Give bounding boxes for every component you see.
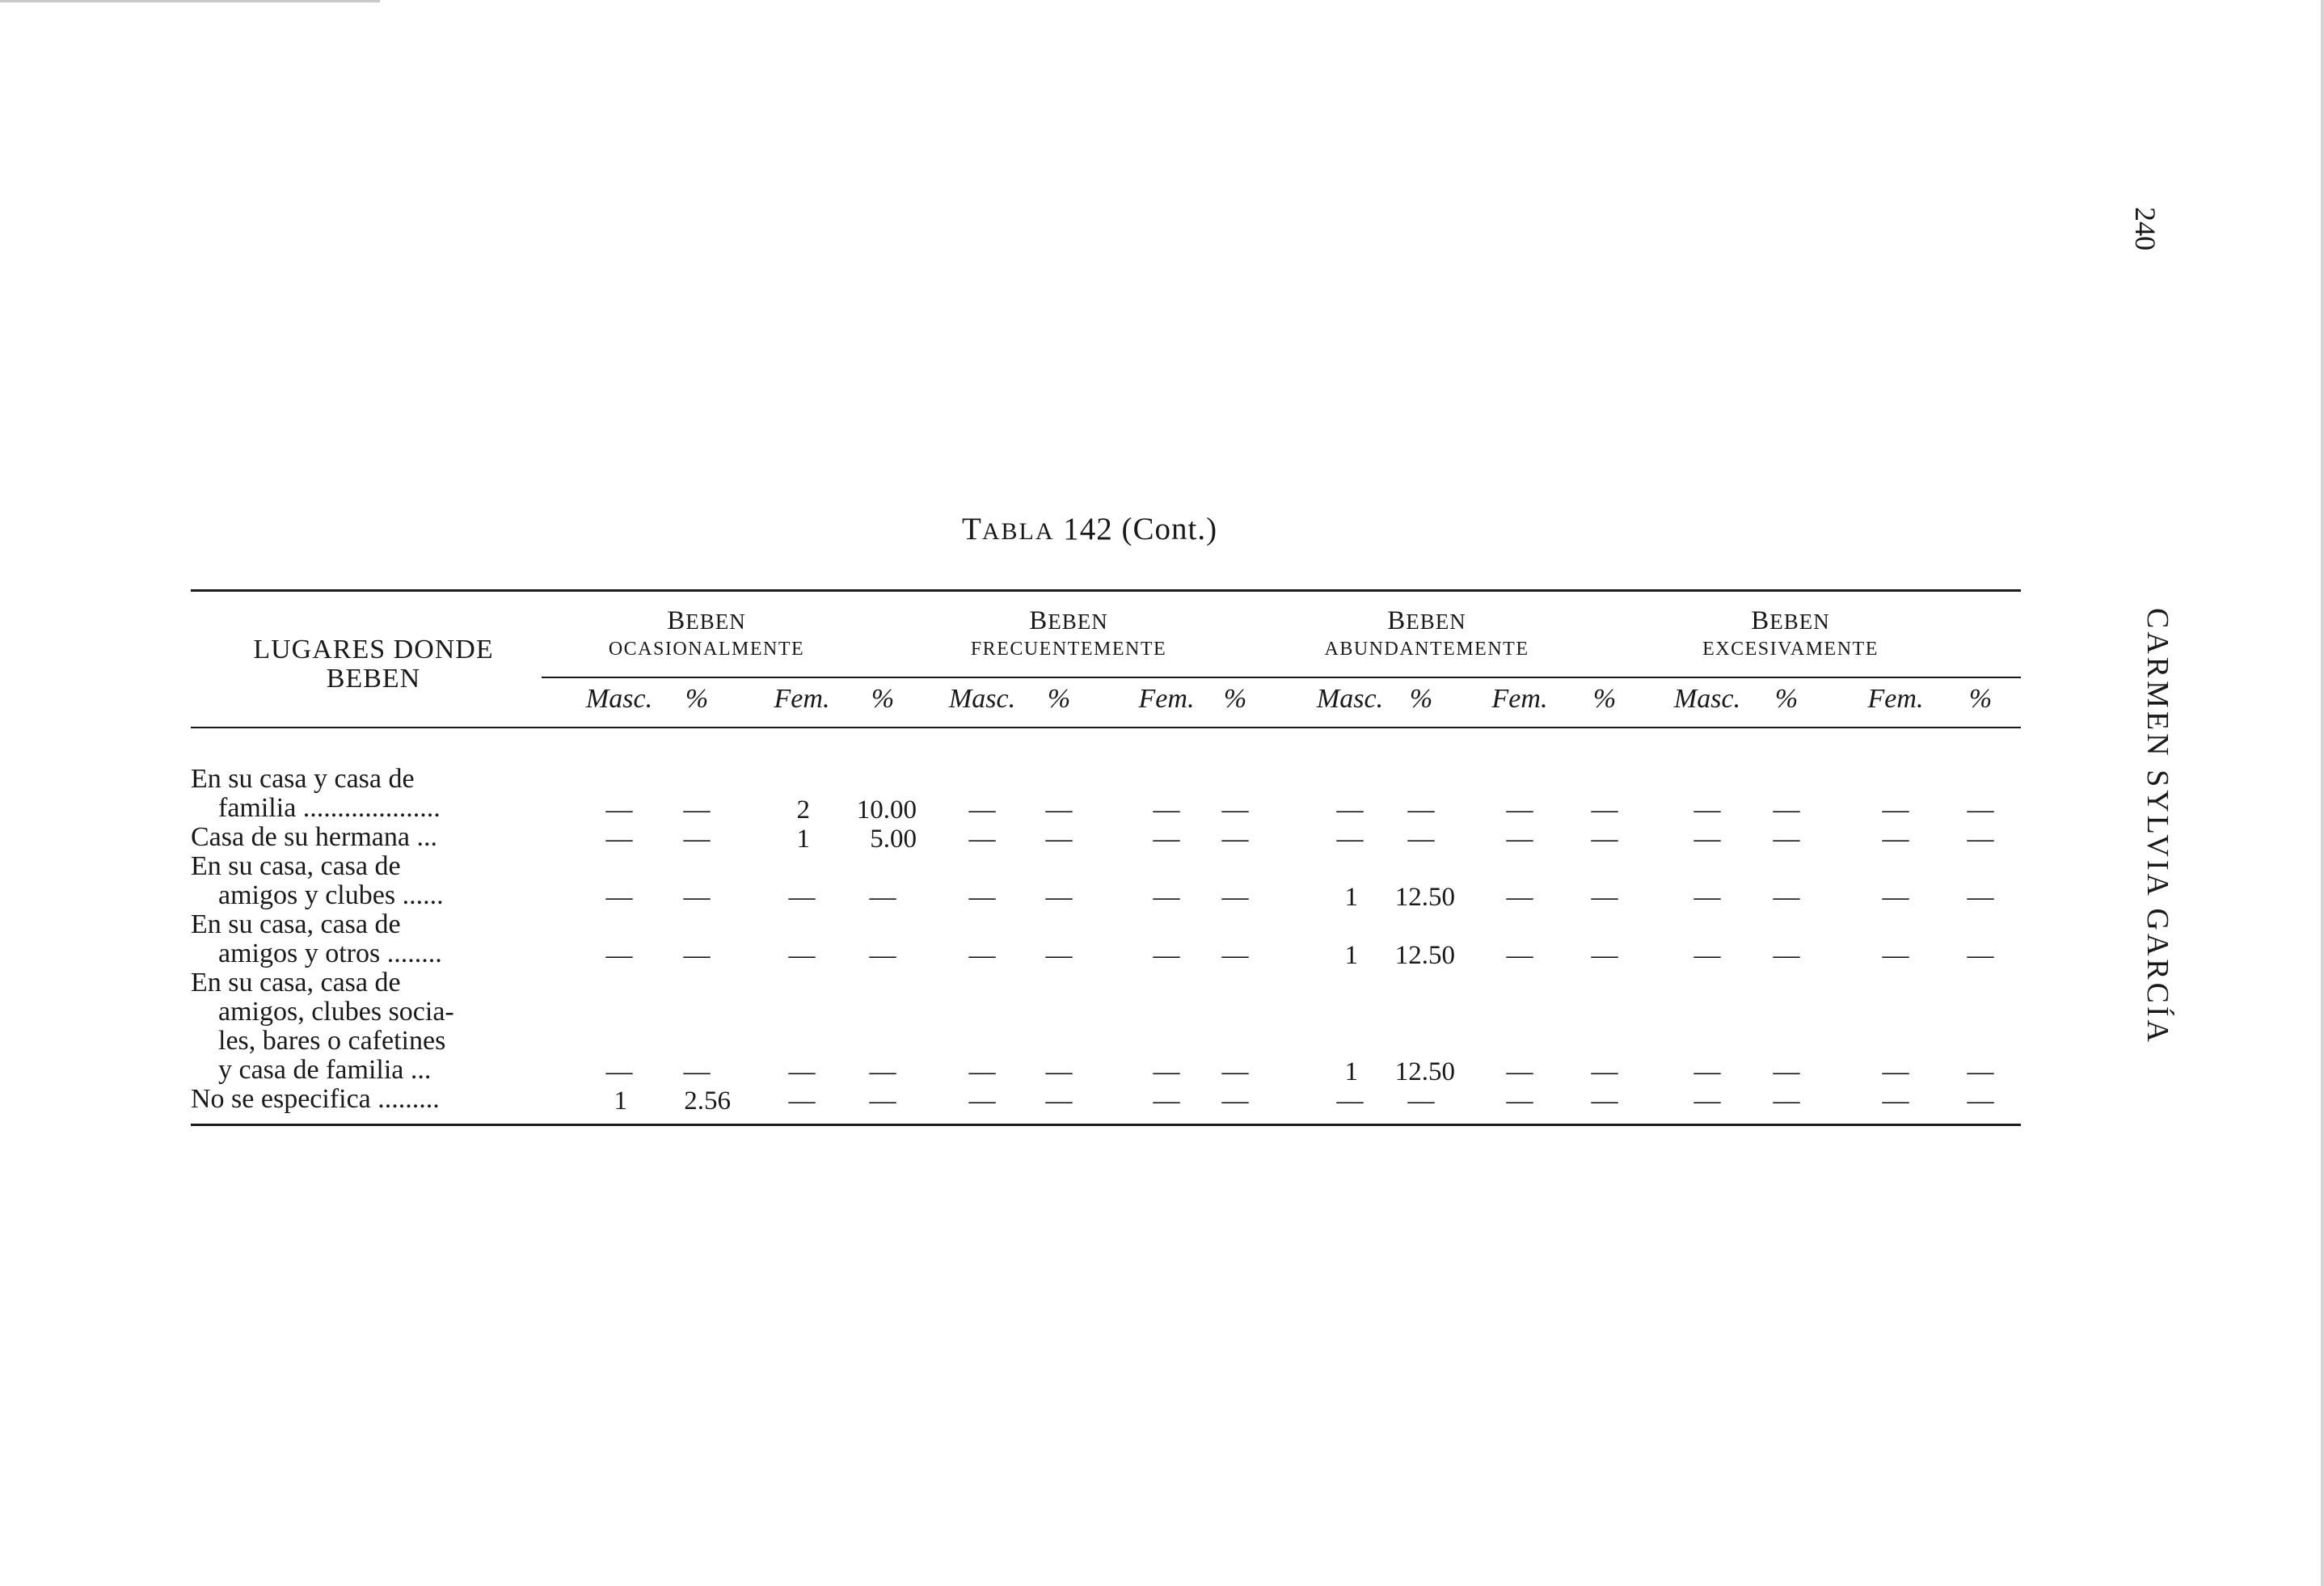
table-cell: — xyxy=(1882,825,1909,854)
table-cell: — xyxy=(1967,941,1994,970)
table-cell: — xyxy=(605,883,633,912)
table-cell: — xyxy=(968,1057,996,1086)
table-cell: — xyxy=(1693,1086,1721,1116)
row-label xyxy=(191,765,538,823)
row-label-line: amigos y clubes ...... xyxy=(218,880,444,910)
row-label-line: amigos, clubes socia- xyxy=(218,997,454,1027)
table-cell: — xyxy=(788,883,816,912)
table-cell: — xyxy=(1506,825,1533,854)
table-cell: — xyxy=(1153,825,1180,854)
table-cell: — xyxy=(1221,795,1249,825)
table-cell: — xyxy=(1773,825,1800,854)
table-cell: — xyxy=(1882,1086,1909,1116)
table-cell: — xyxy=(1967,883,1994,912)
table-cell: — xyxy=(1591,825,1618,854)
row-label-line: En su casa, casa de xyxy=(191,968,401,998)
column-subheader: Fem. xyxy=(1138,684,1195,714)
table-cell: — xyxy=(788,1086,816,1116)
table-cell: — xyxy=(1773,1057,1800,1086)
table-cell: — xyxy=(1693,1057,1721,1086)
table-cell: — xyxy=(1045,825,1073,854)
table-cell: — xyxy=(1221,825,1249,854)
table-cell: 1 xyxy=(1344,1057,1358,1086)
table-cell: 1 xyxy=(796,825,810,854)
table-cell: — xyxy=(1336,825,1364,854)
subheader-rule xyxy=(542,677,2021,678)
table-title-cont: (Cont.) xyxy=(1121,512,1218,546)
table-cell: 1 xyxy=(614,1086,627,1116)
table-cell: — xyxy=(1407,795,1435,825)
table-cell: — xyxy=(1773,795,1800,825)
row-label-line: No se especifica ......... xyxy=(191,1084,440,1114)
table-cell: — xyxy=(1506,1086,1533,1116)
table-cell: — xyxy=(1336,1086,1364,1116)
running-head: CARMEN SYLVIA GARCÍA xyxy=(2141,608,2174,1045)
column-subheader: Fem. xyxy=(1867,684,1924,714)
table-cell: — xyxy=(869,941,896,970)
table-cell: — xyxy=(1693,825,1721,854)
row-label xyxy=(191,852,538,910)
row-label xyxy=(191,968,538,1085)
table-cell: 1 xyxy=(1344,883,1358,912)
table-cell: — xyxy=(869,1057,896,1086)
table-cell: — xyxy=(605,1057,633,1086)
row-label xyxy=(191,823,538,852)
group-header-line1: BEBEN xyxy=(1751,606,1830,635)
row-header: LUGARES DONDE BEBEN xyxy=(253,635,494,694)
group-header xyxy=(1621,607,1960,663)
table-cell: — xyxy=(1045,1086,1073,1116)
table-cell: 12.50 xyxy=(1394,941,1455,970)
table-cell: — xyxy=(869,883,896,912)
table-cell: — xyxy=(968,1086,996,1116)
table-cell: — xyxy=(1407,825,1435,854)
table-cell: 12.50 xyxy=(1394,883,1455,912)
column-subheader: Masc. xyxy=(1316,684,1384,714)
row-label-line: Casa de su hermana ... xyxy=(191,822,437,852)
column-subheader: % xyxy=(1592,684,1617,714)
table-cell: — xyxy=(788,1057,816,1086)
table-cell: — xyxy=(968,941,996,970)
table-cell: — xyxy=(683,883,711,912)
table-cell: — xyxy=(1221,941,1249,970)
table-cell: — xyxy=(1967,1057,1994,1086)
table-cell: — xyxy=(1221,1086,1249,1116)
column-subheader: % xyxy=(1409,684,1433,714)
table-cell: — xyxy=(1693,941,1721,970)
table-cell: — xyxy=(1153,1057,1180,1086)
table-cell: — xyxy=(683,795,711,825)
table-cell: — xyxy=(1045,1057,1073,1086)
table-cell: — xyxy=(1506,795,1533,825)
column-subheader: Masc. xyxy=(585,684,653,714)
table-cell: — xyxy=(683,1057,711,1086)
table-cell: — xyxy=(1506,883,1533,912)
row-label xyxy=(191,1085,538,1114)
table-cell: — xyxy=(968,825,996,854)
column-subheader: Fem. xyxy=(774,684,830,714)
table-cell: — xyxy=(968,795,996,825)
table-cell: — xyxy=(968,883,996,912)
group-header xyxy=(899,607,1238,663)
table-cell: — xyxy=(1693,795,1721,825)
column-subheader: % xyxy=(871,684,895,714)
table-cell: 1 xyxy=(1344,941,1358,970)
column-subheader: Masc. xyxy=(1673,684,1741,714)
row-label-line: En su casa y casa de xyxy=(191,764,415,794)
table-cell: — xyxy=(1773,1086,1800,1116)
table-cell: 2 xyxy=(796,795,810,825)
row-label xyxy=(191,910,538,968)
table-cell: — xyxy=(1882,1057,1909,1086)
group-header-line1: BEBEN xyxy=(1387,606,1466,635)
table-cell: — xyxy=(1221,1057,1249,1086)
column-subheader: Fem. xyxy=(1491,684,1548,714)
table-cell: — xyxy=(1882,941,1909,970)
row-label-line: familia .................... xyxy=(218,793,441,823)
table-cell: — xyxy=(605,941,633,970)
table-cell: — xyxy=(1506,1057,1533,1086)
table-cell: — xyxy=(1591,941,1618,970)
table-cell: — xyxy=(1693,883,1721,912)
table-cell: — xyxy=(869,1086,896,1116)
table-cell: 5.00 xyxy=(870,825,917,854)
row-label-line: amigos y otros ........ xyxy=(218,939,442,968)
table-title-label-initial: T xyxy=(962,512,982,546)
group-header-line2: EXCESIVAMENTE xyxy=(1702,639,1879,660)
table-cell: — xyxy=(1221,883,1249,912)
table-cell: — xyxy=(1153,883,1180,912)
table-top-rule xyxy=(191,589,2021,592)
table-cell: 10.00 xyxy=(856,795,917,825)
table-cell: — xyxy=(1045,883,1073,912)
table-cell: — xyxy=(1153,1086,1180,1116)
table-cell: — xyxy=(1882,883,1909,912)
table-bottom-rule xyxy=(191,1124,2021,1126)
table-cell: — xyxy=(1773,941,1800,970)
table-cell: — xyxy=(1967,795,1994,825)
header-bottom-rule xyxy=(191,727,2021,728)
row-label-line: les, bares o cafetines xyxy=(218,1026,446,1056)
column-subheader: Masc. xyxy=(948,684,1016,714)
page-number: 240 xyxy=(2129,207,2162,251)
table-cell: — xyxy=(683,941,711,970)
group-header-line1: BEBEN xyxy=(667,606,746,635)
group-header-line2: ABUNDANTEMENTE xyxy=(1324,639,1529,660)
column-subheader: % xyxy=(1223,684,1247,714)
table-cell: — xyxy=(788,941,816,970)
page-edge xyxy=(0,0,380,2)
table-cell: — xyxy=(1967,1086,1994,1116)
column-subheader: % xyxy=(1047,684,1071,714)
table-cell: — xyxy=(1336,795,1364,825)
table-cell: — xyxy=(1882,795,1909,825)
group-header xyxy=(1257,607,1596,663)
table-cell: — xyxy=(1153,795,1180,825)
column-subheader: % xyxy=(1774,684,1799,714)
table-cell: — xyxy=(1591,883,1618,912)
table-title xyxy=(962,511,1285,547)
table-cell: — xyxy=(1153,941,1180,970)
table-cell: — xyxy=(605,795,633,825)
row-label-line: En su casa, casa de xyxy=(191,851,401,881)
table-cell: — xyxy=(1773,883,1800,912)
group-header-line2: OCASIONALMENTE xyxy=(608,639,805,660)
table-cell: — xyxy=(1591,795,1618,825)
column-subheader: % xyxy=(1968,684,1993,714)
row-label-line: y casa de familia ... xyxy=(218,1055,432,1085)
table-title-label-rest: ABLA xyxy=(981,518,1055,545)
column-subheader: % xyxy=(685,684,709,714)
page-edge xyxy=(2321,0,2324,1586)
table-cell: — xyxy=(605,825,633,854)
table-cell: — xyxy=(1045,941,1073,970)
group-header-line2: FRECUENTEMENTE xyxy=(970,639,1167,660)
table-cell: — xyxy=(1591,1057,1618,1086)
table-cell: — xyxy=(1591,1086,1618,1116)
group-header xyxy=(537,607,876,663)
table-cell: 12.50 xyxy=(1394,1057,1455,1086)
table-cell: — xyxy=(1967,825,1994,854)
group-header-line1: BEBEN xyxy=(1029,606,1108,635)
row-label-line: En su casa, casa de xyxy=(191,909,401,939)
table-cell: — xyxy=(1045,795,1073,825)
table-cell: — xyxy=(1506,941,1533,970)
table-cell: — xyxy=(1407,1086,1435,1116)
table-cell: 2.56 xyxy=(684,1086,731,1116)
table-cell: — xyxy=(683,825,711,854)
table-title-number: 142 xyxy=(1063,512,1113,546)
